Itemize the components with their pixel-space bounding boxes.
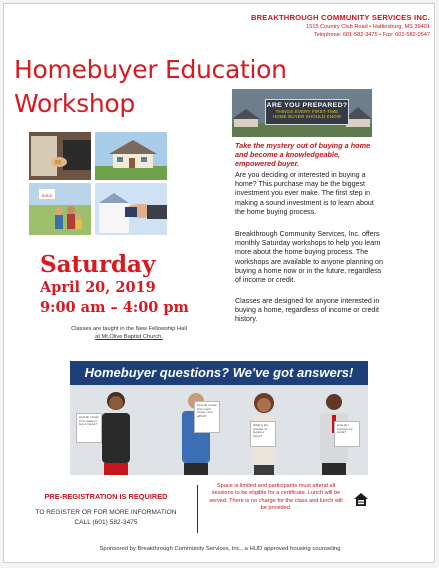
- footer-divider: [197, 485, 198, 533]
- prepared-banner: [232, 89, 372, 137]
- register-phone: CALL (601) 582-3475: [74, 519, 138, 526]
- photo-key-handover: [28, 131, 92, 181]
- venue-line-2: at Mt.Olive Baptist Church.: [95, 334, 163, 340]
- paragraph-3: Classes are designed for anyone interested in buying a home, regardless of income or credit history.: [235, 297, 380, 324]
- questions-heading: Homebuyer questions? We've got answers!: [70, 361, 368, 385]
- handshake-image: [95, 183, 168, 236]
- sponsor-line: Sponsored by Breakthrough Community Services, Inc., a HUD approved housing counseling: [99, 546, 341, 552]
- prepared-sub2: HOME BUYER SHOULD KNOW: [272, 114, 342, 119]
- prepared-sub1: THINGS EVERY FIRST-TIME: [275, 109, 339, 114]
- page-title: Homebuyer Education: [14, 55, 287, 84]
- flyer-page: [3, 3, 435, 563]
- attendance-note: Space is limited and participants must attend all sessions to be eligible for a certificate. Lunch will be served. There is no charge for the class and lunch will be provided.: [209, 483, 343, 512]
- photo-family: [28, 182, 92, 236]
- org-phone: Telephone: 601-582-3475 • Fax: 601-582-0547: [313, 32, 430, 38]
- question-sign-3: What is the process of buying a home?: [250, 421, 276, 447]
- register-info: TO REGISTER OR FOR MORE INFORMATION: [35, 509, 177, 516]
- preregistration-notice: PRE-REGISTRATION IS REQUIRED: [44, 492, 168, 501]
- photo-handshake: [94, 182, 168, 236]
- question-sign-1: How do I know if I'm ready to buy a house?: [76, 413, 102, 443]
- key-handover-image: [29, 132, 92, 181]
- question-sign-2: How do I know how much house I can afford?: [194, 401, 220, 433]
- prepared-heading: ARE YOU PREPARED?: [266, 102, 348, 109]
- family-image: [29, 183, 92, 236]
- questions-banner: [70, 361, 368, 475]
- paragraph-2: Breakthrough Community Services, Inc. offers monthly Saturday workshops to help you learn more about the home buying process. The workshops are available to anyone planning on buying a home now or in the future, regardless of income or credit.: [235, 230, 383, 285]
- question-sign-4: How do I improve my credit?: [334, 421, 360, 447]
- paragraph-1: Are you deciding or interested in buying a home? This purchase may be the biggest investment you ever make. The first step in making a sound investment is to learn about the home buying process.: [235, 171, 374, 216]
- equal-housing-icon: [353, 492, 369, 508]
- event-date: April 20, 2019: [40, 279, 156, 296]
- svg-text:SOLD: SOLD: [41, 193, 53, 198]
- page-title-line2: Workshop: [14, 89, 135, 118]
- org-address: 1515 Country Club Road • Hattiesburg, MS 39401: [306, 24, 430, 30]
- org-name: BREAKTHROUGH COMMUNITY SERVICES INC.: [250, 13, 430, 22]
- intro-text: Take the mystery out of buying a home and become a knowledgeable, empowered buyer.: [235, 141, 371, 168]
- house-image: [95, 132, 168, 181]
- event-time: 9:00 am – 4:00 pm: [40, 299, 189, 316]
- photo-house: [94, 131, 168, 181]
- event-day: Saturday: [40, 251, 156, 278]
- prepared-box: [265, 99, 349, 125]
- venue-line-1: Classes are taught in the New Fellowship Hall: [71, 326, 187, 332]
